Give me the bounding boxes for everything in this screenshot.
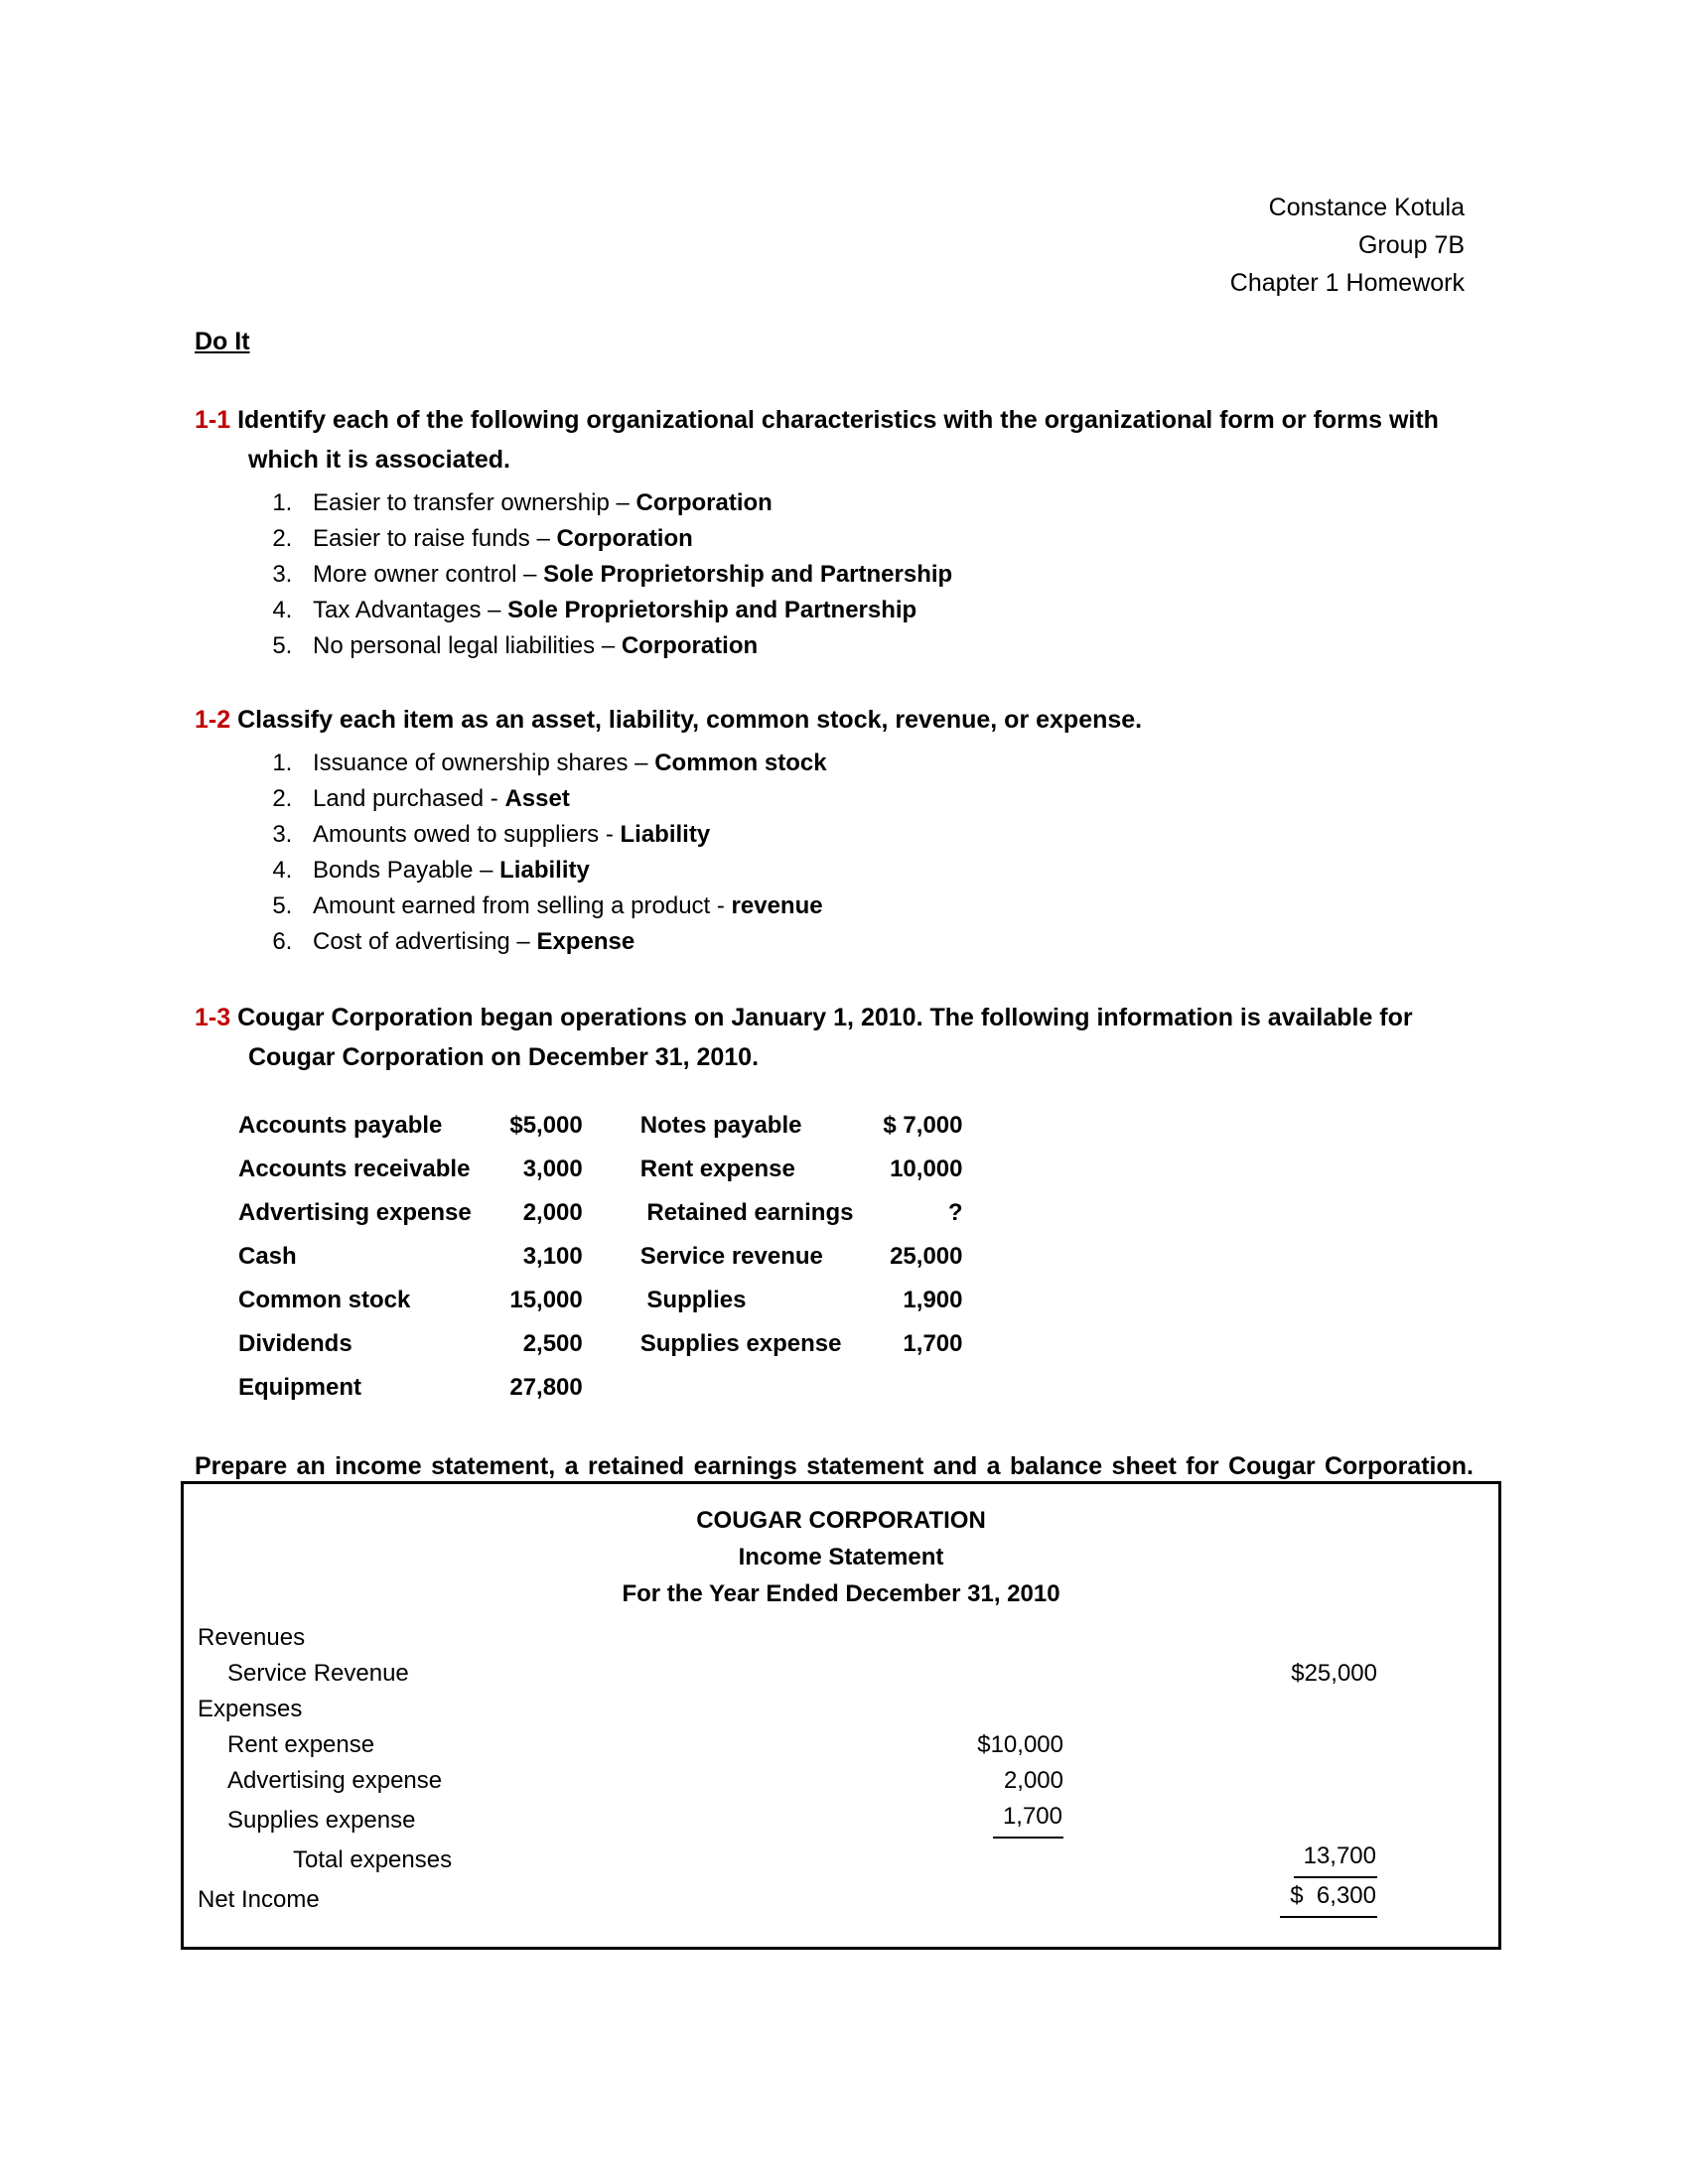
account-amount: 3,000	[522, 1156, 583, 1182]
row-label: Advertising expense	[227, 1767, 443, 1794]
account-amount: 2,000	[522, 1199, 583, 1226]
answer-value: Corporation	[635, 489, 773, 516]
answer-value: Sole Proprietorship and Partnership	[543, 561, 953, 588]
document-body	[195, 328, 1474, 1526]
net-income-rule: $ 6,300	[1280, 1878, 1377, 1918]
student-name: Constance Kotula	[1268, 194, 1465, 221]
table-row	[184, 1878, 1498, 1918]
account-amount: 27,800	[509, 1374, 583, 1401]
list-item	[299, 746, 1474, 780]
row-col1	[766, 1692, 1129, 1727]
account-name: Advertising expense	[238, 1199, 472, 1226]
answer-text: More owner control –	[313, 561, 544, 588]
row-col2	[1129, 1727, 1498, 1763]
account-amount: $ 7,000	[883, 1112, 963, 1139]
account-name: Accounts receivable	[238, 1156, 471, 1182]
account-amount	[853, 1371, 962, 1415]
assignment-title: Chapter 1 Homework	[1229, 269, 1465, 297]
table-row	[184, 1727, 1498, 1763]
list-item	[299, 628, 1474, 663]
answer-text: Tax Advantages –	[313, 597, 508, 623]
income-statement-header	[184, 1484, 1498, 1612]
account-amount: $5,000	[509, 1112, 583, 1139]
answer-value: Liability	[499, 857, 590, 884]
row-col1	[766, 1839, 1129, 1878]
answer-list-1-2	[195, 746, 1474, 959]
account-name: Retained earnings	[639, 1199, 854, 1226]
account-name: Dividends	[238, 1330, 352, 1357]
question-1-2-prompt	[195, 700, 1474, 740]
row-col2	[1129, 1763, 1498, 1799]
column-gap	[583, 1371, 640, 1415]
question-1-3-prompt	[195, 998, 1474, 1077]
spacer	[195, 960, 1474, 998]
answer-list-1-1	[195, 485, 1474, 663]
row-col1	[766, 1799, 1129, 1839]
row-label: Total expenses	[293, 1846, 453, 1873]
answer-value: Expense	[536, 928, 635, 955]
statement-period: For the Year Ended December 31, 2010	[622, 1580, 1060, 1607]
question-1-1-text: Identify each of the following organizational characteristics with the organizational form or forms with which it is associated.	[237, 406, 1439, 474]
account-amount: 1,700	[903, 1330, 963, 1357]
question-1-3-number: 1-3	[195, 1004, 231, 1031]
section-heading-do-it: Do It	[195, 328, 250, 355]
account-amount: 3,100	[522, 1243, 583, 1270]
table-row	[184, 1839, 1498, 1878]
account-name: Supplies	[639, 1287, 747, 1313]
account-name: Rent expense	[639, 1156, 795, 1182]
account-amount: 1,900	[903, 1287, 963, 1313]
account-amount: ?	[947, 1199, 963, 1226]
question-1-3-text: Cougar Corporation began operations on January 1, 2010. The following information is available for Cougar Corporation on December 31, 2010.	[237, 1004, 1413, 1071]
statement-title: Income Statement	[738, 1544, 944, 1570]
answer-value: Asset	[504, 785, 570, 812]
row-col1	[766, 1620, 1129, 1656]
student-group: Group 7B	[1357, 231, 1465, 259]
column-gap	[583, 1153, 640, 1196]
account-name: Supplies expense	[639, 1330, 842, 1357]
list-item	[299, 781, 1474, 816]
account-amount: 25,000	[890, 1243, 963, 1270]
table-row	[238, 1371, 962, 1415]
row-col2: $25,000	[1291, 1660, 1377, 1687]
row-label: Supplies expense	[227, 1807, 416, 1834]
row-label: Service Revenue	[227, 1660, 409, 1687]
account-name: Common stock	[238, 1287, 411, 1313]
row-col1	[766, 1878, 1129, 1918]
table-row	[238, 1153, 962, 1196]
answer-text: Cost of advertising –	[313, 928, 537, 955]
row-col2	[1129, 1692, 1498, 1727]
row-col1: $10,000	[977, 1731, 1063, 1758]
list-item	[299, 593, 1474, 627]
row-col2	[1129, 1878, 1498, 1918]
prepare-instruction: Prepare an income statement, a retained earnings statement and a balance sheet for Cougar Corporation.	[195, 1452, 1474, 1480]
answer-value: Corporation	[621, 632, 759, 659]
account-name: Cash	[238, 1243, 297, 1270]
answer-text: Issuance of ownership shares –	[313, 750, 655, 776]
list-item	[299, 485, 1474, 520]
table-row	[238, 1196, 962, 1240]
account-name: Equipment	[238, 1374, 361, 1401]
answer-value: Liability	[620, 821, 711, 848]
income-statement-box	[181, 1481, 1501, 1950]
answer-text: No personal legal liabilities –	[313, 632, 622, 659]
account-amount: 2,500	[522, 1330, 583, 1357]
account-amount: 15,000	[509, 1287, 583, 1313]
row-label: Rent expense	[227, 1731, 375, 1758]
column-gap	[583, 1284, 640, 1327]
table-row	[184, 1763, 1498, 1799]
account-name: Service revenue	[639, 1243, 823, 1270]
table-row	[184, 1799, 1498, 1839]
answer-value: Common stock	[654, 750, 827, 776]
answer-value: Corporation	[556, 525, 693, 552]
list-item	[299, 817, 1474, 852]
answer-text: Bonds Payable –	[313, 857, 500, 884]
table-row	[184, 1692, 1498, 1727]
row-label: Revenues	[198, 1624, 306, 1651]
question-1-2-text: Classify each item as an asset, liability, common stock, revenue, or expense.	[237, 706, 1143, 734]
account-name: Notes payable	[639, 1112, 802, 1139]
account-amount: 10,000	[890, 1156, 963, 1182]
table-row	[238, 1240, 962, 1284]
subtotal-rule: 1,700	[993, 1799, 1063, 1839]
table-row	[238, 1109, 962, 1153]
table-row	[238, 1284, 962, 1327]
column-gap	[583, 1240, 640, 1284]
question-1-1-prompt	[195, 400, 1474, 479]
row-col2	[1129, 1839, 1498, 1878]
statement-company-name: COUGAR CORPORATION	[696, 1507, 986, 1534]
answer-text: Amount earned from selling a product -	[313, 892, 732, 919]
column-gap	[583, 1196, 640, 1240]
question-1-1-number: 1-1	[195, 406, 231, 434]
trial-balance-data	[238, 1109, 962, 1415]
row-col1: 2,000	[1003, 1767, 1063, 1794]
row-col1	[766, 1656, 1129, 1692]
document-header	[0, 189, 1465, 302]
answer-text: Amounts owed to suppliers -	[313, 821, 621, 848]
row-col2	[1129, 1799, 1498, 1839]
answer-text: Easier to raise funds –	[313, 525, 557, 552]
answer-value: Sole Proprietorship and Partnership	[507, 597, 917, 623]
account-name: Accounts payable	[238, 1112, 443, 1139]
column-gap	[583, 1109, 640, 1153]
spacer	[195, 664, 1474, 700]
list-item	[299, 924, 1474, 959]
answer-text: Easier to transfer ownership –	[313, 489, 636, 516]
income-statement-table	[184, 1620, 1498, 1918]
answer-value: revenue	[731, 892, 823, 919]
question-1-2-number: 1-2	[195, 706, 231, 734]
list-item	[299, 521, 1474, 556]
list-item	[299, 853, 1474, 887]
row-label: Expenses	[198, 1696, 303, 1722]
table-row	[184, 1620, 1498, 1656]
total-rule: 13,700	[1294, 1839, 1377, 1878]
answer-text: Land purchased -	[313, 785, 505, 812]
list-item	[299, 557, 1474, 592]
account-name	[640, 1371, 854, 1415]
row-label: Net Income	[198, 1886, 320, 1913]
list-item	[299, 888, 1474, 923]
table-row	[184, 1656, 1498, 1692]
table-row	[238, 1327, 962, 1371]
row-col2	[1129, 1620, 1498, 1656]
column-gap	[583, 1327, 640, 1371]
